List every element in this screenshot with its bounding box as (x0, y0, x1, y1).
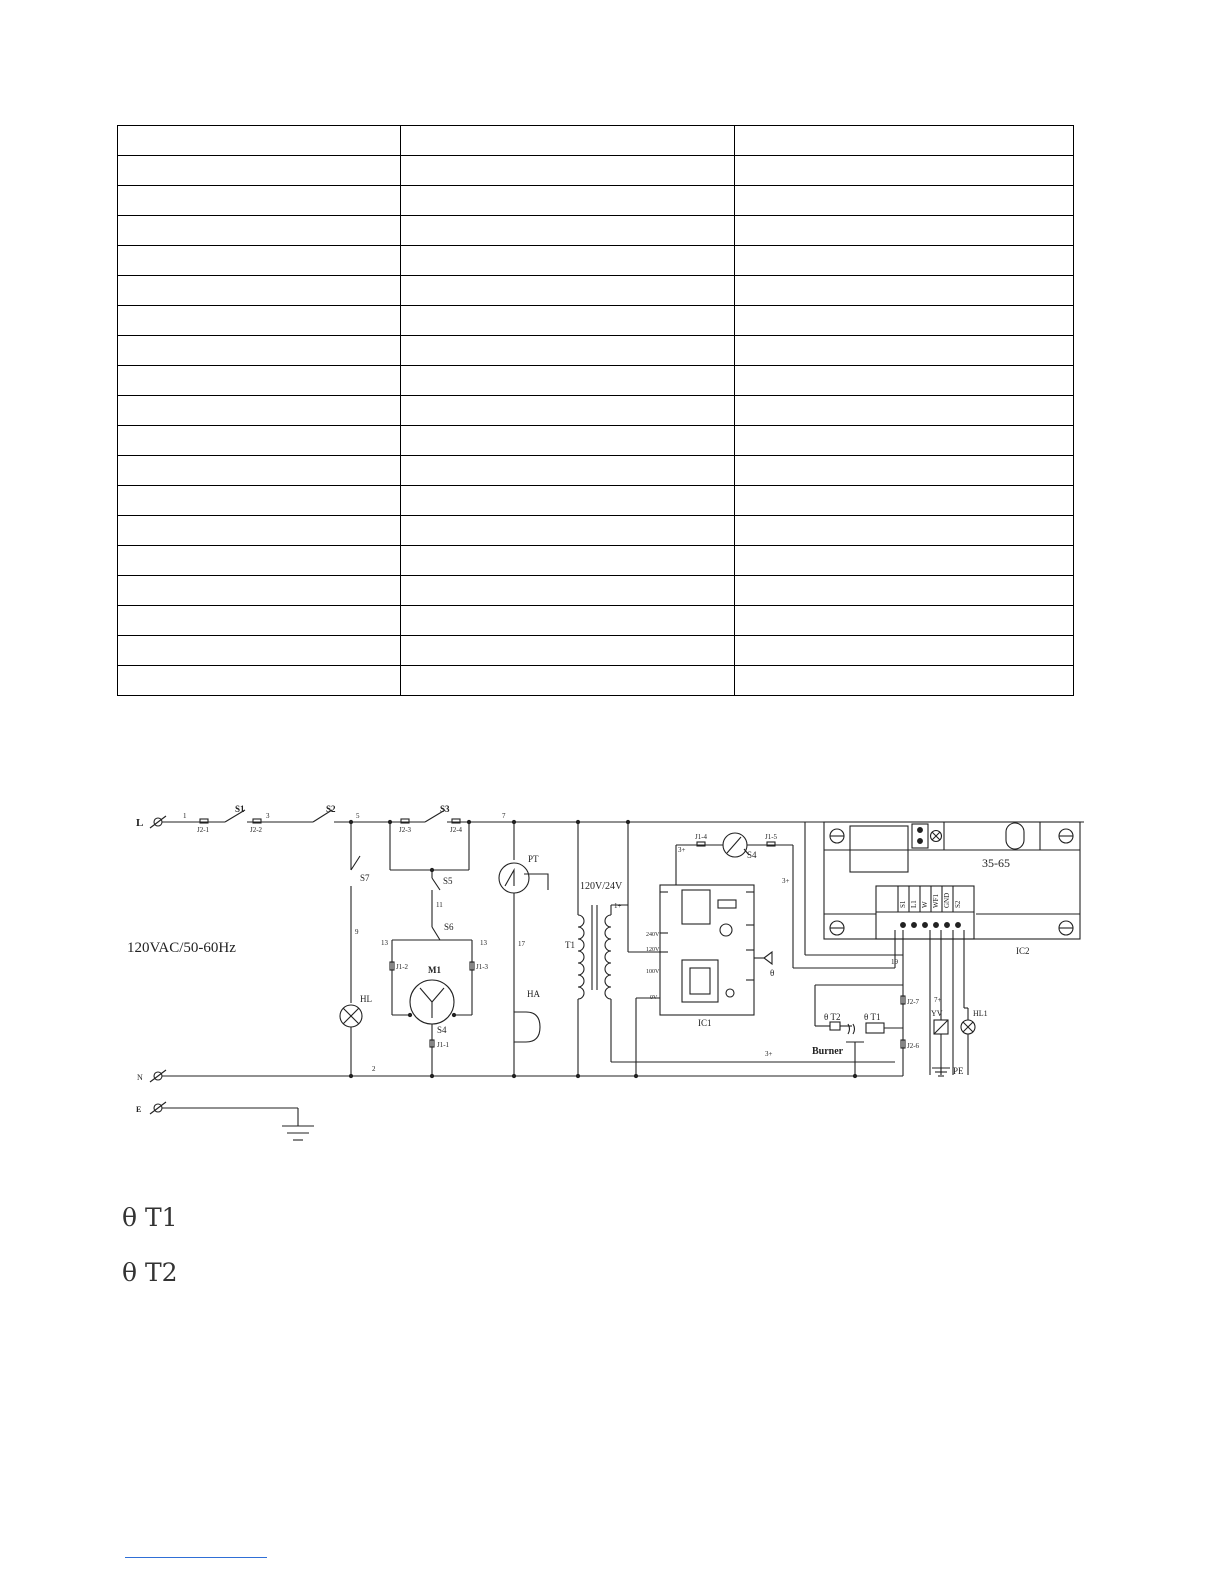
svg-text:S4: S4 (747, 850, 757, 860)
table-row (118, 276, 1074, 306)
svg-text:HA: HA (527, 989, 540, 999)
control-board-IC1 (660, 885, 754, 1015)
svg-text:IC1: IC1 (698, 1018, 712, 1028)
ic2-pin-label: S2 (954, 900, 962, 908)
label-S3: S3 (440, 804, 450, 814)
table-cell (735, 636, 1074, 666)
table-cell (735, 276, 1074, 306)
supply-label: 120VAC/50-60Hz (127, 940, 236, 956)
table-row (118, 486, 1074, 516)
table-cell (401, 606, 735, 636)
svg-text:θ T1: θ T1 (864, 1012, 881, 1022)
svg-text:17: 17 (518, 940, 525, 948)
table-cell (118, 126, 401, 156)
table-cell (735, 336, 1074, 366)
table-cell (401, 486, 735, 516)
table-cell (401, 516, 735, 546)
table-row (118, 456, 1074, 486)
svg-text:M1: M1 (428, 965, 441, 975)
table-cell (401, 666, 735, 696)
svg-text:9: 9 (355, 928, 359, 936)
svg-text:5: 5 (356, 812, 360, 820)
ic2-terminal (934, 923, 939, 928)
ic2-pin-label: S1 (899, 900, 907, 908)
spec-table (117, 125, 1074, 696)
table-cell (118, 276, 401, 306)
table-row (118, 336, 1074, 366)
svg-text:0V: 0V (650, 995, 658, 1001)
table-row (118, 186, 1074, 216)
svg-text:J2-6: J2-6 (907, 1042, 920, 1050)
label-L: L (136, 817, 144, 829)
table-cell (118, 606, 401, 636)
table-row (118, 126, 1074, 156)
legend-T1: θ T1 (122, 1203, 178, 1232)
svg-text:3+: 3+ (782, 877, 790, 885)
table-cell (401, 216, 735, 246)
ignition-module-IC2 (824, 822, 1080, 939)
table-row (118, 606, 1074, 636)
footer-link-underline (125, 1557, 267, 1558)
table-cell (735, 426, 1074, 456)
table-cell (118, 486, 401, 516)
svg-text:J1-4: J1-4 (695, 833, 708, 841)
label-E: E (136, 1105, 142, 1114)
table-cell (401, 426, 735, 456)
table-cell (401, 576, 735, 606)
table-cell (735, 306, 1074, 336)
ic2-terminal (901, 923, 906, 928)
table-cell (735, 486, 1074, 516)
table-cell (735, 516, 1074, 546)
svg-text:IC2: IC2 (1016, 946, 1030, 956)
svg-text:PT: PT (528, 854, 539, 864)
table-cell (118, 396, 401, 426)
svg-text:13: 13 (480, 939, 487, 947)
svg-text:S7: S7 (360, 873, 370, 883)
table-cell (401, 186, 735, 216)
transformer-rating: 120V/24V (580, 881, 623, 892)
label-S2: S2 (326, 804, 336, 814)
table-row (118, 216, 1074, 246)
burner-label: Burner (812, 1046, 844, 1057)
table-cell (118, 216, 401, 246)
svg-text:3+: 3+ (678, 846, 686, 854)
table-cell (735, 396, 1074, 426)
table-row (118, 516, 1074, 546)
svg-text:HL: HL (360, 994, 372, 1004)
label-S1: S1 (235, 804, 245, 814)
svg-text:19: 19 (891, 958, 898, 966)
svg-text:J1-1: J1-1 (437, 1041, 450, 1049)
table-cell (401, 126, 735, 156)
table-cell (118, 666, 401, 696)
table-row (118, 246, 1074, 276)
table-row (118, 636, 1074, 666)
ic2-terminal (912, 923, 917, 928)
svg-text:J2-3: J2-3 (399, 826, 412, 834)
table-cell (401, 306, 735, 336)
table-cell (401, 636, 735, 666)
svg-text:1+: 1+ (614, 902, 622, 910)
table-cell (118, 156, 401, 186)
table-cell (735, 456, 1074, 486)
legend-T2: θ T2 (122, 1258, 178, 1287)
table-cell (401, 396, 735, 426)
table-cell (735, 246, 1074, 276)
svg-text:1: 1 (183, 812, 187, 820)
svg-text:θ T2: θ T2 (824, 1012, 841, 1022)
svg-text:S6: S6 (444, 922, 454, 932)
svg-text:PE: PE (953, 1066, 964, 1076)
table-cell (118, 546, 401, 576)
ic2-terminal (945, 923, 950, 928)
table-cell (118, 306, 401, 336)
svg-text:HL1: HL1 (973, 1009, 988, 1018)
table-cell (735, 126, 1074, 156)
svg-text:J1-3: J1-3 (476, 963, 489, 971)
svg-text:T1: T1 (565, 940, 575, 950)
ic2-terminal (956, 923, 961, 928)
svg-text:7+: 7+ (934, 996, 942, 1004)
svg-text:3: 3 (266, 812, 270, 820)
buzzer-HA (514, 1012, 540, 1042)
table-cell (735, 186, 1074, 216)
table-cell (118, 636, 401, 666)
svg-text:S4: S4 (437, 1025, 447, 1035)
table-cell (735, 666, 1074, 696)
table-cell (118, 456, 401, 486)
table-row (118, 666, 1074, 696)
svg-text:J2-2: J2-2 (250, 826, 263, 834)
table-cell (401, 246, 735, 276)
table-cell (118, 246, 401, 276)
table-cell (401, 456, 735, 486)
table-cell (118, 366, 401, 396)
table-row (118, 156, 1074, 186)
table-row (118, 576, 1074, 606)
ic2-pin-label: L1 (910, 900, 918, 908)
table-cell (735, 366, 1074, 396)
svg-text:J2-1: J2-1 (197, 826, 210, 834)
table-cell (118, 336, 401, 366)
svg-text:J1-2: J1-2 (396, 963, 409, 971)
svg-text:θ: θ (770, 968, 775, 978)
svg-text:YV: YV (931, 1009, 943, 1018)
ic2-pin-label: W (921, 901, 929, 908)
table-cell (118, 516, 401, 546)
table-cell (735, 606, 1074, 636)
table-cell (401, 336, 735, 366)
svg-text:120V: 120V (646, 947, 660, 953)
svg-text:240V: 240V (646, 932, 660, 938)
module-label: 35-65 (982, 856, 1010, 870)
label-N: N (137, 1073, 143, 1082)
svg-text:13: 13 (381, 939, 388, 947)
table-cell (118, 186, 401, 216)
table-cell (401, 546, 735, 576)
svg-text:J2-7: J2-7 (907, 998, 920, 1006)
table-cell (401, 366, 735, 396)
svg-text:7: 7 (502, 812, 506, 820)
svg-text:2: 2 (372, 1065, 376, 1073)
svg-text:100V: 100V (646, 969, 660, 975)
table-cell (118, 426, 401, 456)
table-row (118, 546, 1074, 576)
svg-text:11: 11 (436, 901, 443, 909)
table-row (118, 306, 1074, 336)
table-cell (735, 546, 1074, 576)
svg-text:J1-5: J1-5 (765, 833, 778, 841)
ic2-terminal (923, 923, 928, 928)
table-row (118, 366, 1074, 396)
svg-text:J2-4: J2-4 (450, 826, 463, 834)
table-cell (735, 216, 1074, 246)
table-cell (401, 276, 735, 306)
table-cell (401, 156, 735, 186)
table-cell (118, 576, 401, 606)
table-cell (735, 156, 1074, 186)
table-cell (735, 576, 1074, 606)
switch-S4 (723, 833, 747, 857)
table-row (118, 426, 1074, 456)
ic2-pin-label: WF1 (932, 894, 940, 908)
table-row (118, 396, 1074, 426)
svg-text:S5: S5 (443, 876, 453, 886)
ic2-pin-label: GND (943, 892, 951, 908)
wiring-diagram (0, 790, 1224, 1170)
svg-text:3+: 3+ (765, 1050, 773, 1058)
